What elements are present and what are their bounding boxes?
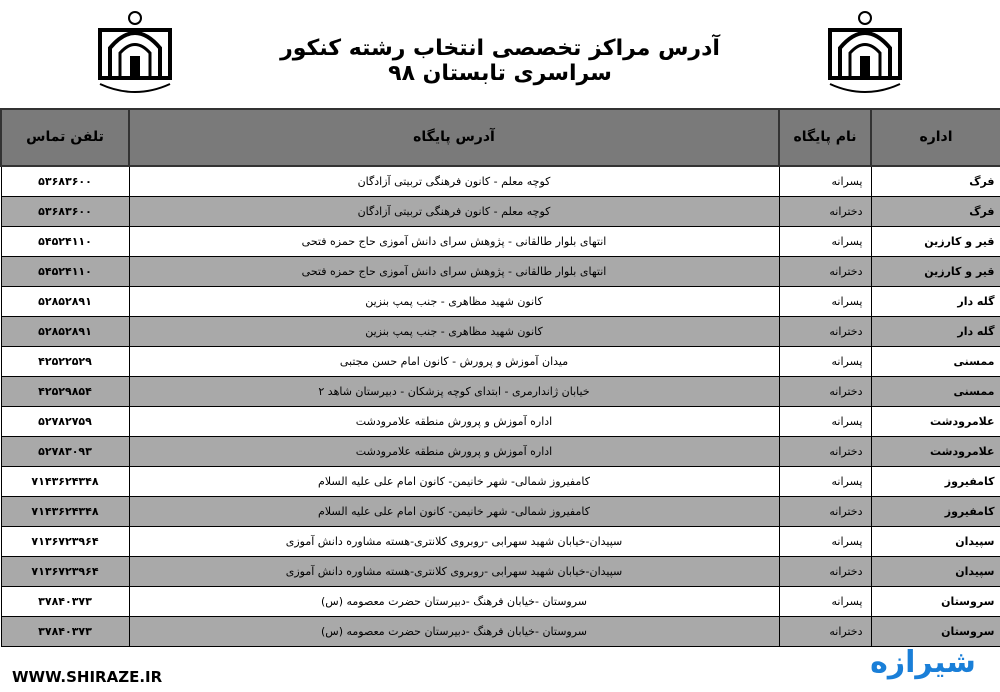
cell-address: کانون شهید مظاهری - جنب پمپ بنزین: [129, 317, 779, 347]
header: [0, 0, 1000, 108]
cell-phone: ۵۲۷۸۳۰۹۳: [1, 437, 129, 467]
cell-address: کانون شهید مظاهری - جنب پمپ بنزین: [129, 287, 779, 317]
cell-office: گله دار: [871, 317, 1000, 347]
cell-type: پسرانه: [779, 407, 871, 437]
cell-phone: ۴۲۵۲۲۵۲۹: [1, 347, 129, 377]
cell-type: دخترانه: [779, 377, 871, 407]
cell-office: فرگ: [871, 197, 1000, 227]
cell-address: میدان آموزش و پرورش - کانون امام حسن مجتبی: [129, 347, 779, 377]
cell-type: دخترانه: [779, 437, 871, 467]
site-logo: شیرازه: [870, 645, 976, 680]
table-row: [1, 197, 1000, 227]
table-row: [1, 407, 1000, 437]
cell-phone: ۷۱۴۳۶۲۴۳۴۸: [1, 497, 129, 527]
cell-address: انتهای بلوار طالقانی - پژوهش سرای دانش آموزی حاج حمزه فتحی: [129, 257, 779, 287]
education-emblem-icon: [820, 8, 910, 103]
cell-office: فرگ: [871, 166, 1000, 197]
cell-type: دخترانه: [779, 557, 871, 587]
cell-type: دخترانه: [779, 497, 871, 527]
cell-office: سپیدان: [871, 527, 1000, 557]
cell-type: پسرانه: [779, 227, 871, 257]
table-row: [1, 437, 1000, 467]
cell-office: علامرودشت: [871, 407, 1000, 437]
cell-address: اداره آموزش و پرورش منطقه علامرودشت: [129, 437, 779, 467]
cell-phone: ۷۱۳۶۷۲۳۹۶۴: [1, 527, 129, 557]
table-row: [1, 467, 1000, 497]
table-row: [1, 166, 1000, 197]
cell-type: پسرانه: [779, 527, 871, 557]
cell-phone: ۴۲۵۲۹۸۵۴: [1, 377, 129, 407]
cell-office: سپیدان: [871, 557, 1000, 587]
table-row: [1, 347, 1000, 377]
table-row: [1, 557, 1000, 587]
cell-phone: ۵۳۶۸۳۶۰۰: [1, 197, 129, 227]
cell-office: علامرودشت: [871, 437, 1000, 467]
cell-address: سروستان -خیابان فرهنگ -دبیرستان حضرت معصومه (س): [129, 587, 779, 617]
cell-address: کامفیروز شمالی- شهر خانیمن- کانون امام علی علیه السلام: [129, 467, 779, 497]
cell-type: پسرانه: [779, 587, 871, 617]
table-row: [1, 227, 1000, 257]
cell-office: ممسنی: [871, 377, 1000, 407]
cell-office: کامفیروز: [871, 497, 1000, 527]
cell-phone: ۵۲۷۸۲۷۵۹: [1, 407, 129, 437]
cell-phone: ۷۱۳۶۷۲۳۹۶۴: [1, 557, 129, 587]
table-row: [1, 377, 1000, 407]
cell-phone: ۳۷۸۴۰۳۷۳: [1, 617, 129, 647]
cell-phone: ۳۷۸۴۰۳۷۳: [1, 587, 129, 617]
cell-office: سروستان: [871, 617, 1000, 647]
cell-phone: ۵۴۵۲۴۱۱۰: [1, 257, 129, 287]
page-title: آدرس مراکز تخصصی انتخاب رشته کنکور سراسری تابستان ۹۸: [280, 36, 720, 86]
cell-office: قیر و کارزین: [871, 227, 1000, 257]
table-header-row: [1, 109, 1000, 166]
cell-address: سروستان -خیابان فرهنگ -دبیرستان حضرت معصومه (س): [129, 617, 779, 647]
cell-type: دخترانه: [779, 317, 871, 347]
cell-type: پسرانه: [779, 347, 871, 377]
table-row: [1, 257, 1000, 287]
cell-address: خیابان ژاندارمری - ابتدای کوچه پزشکان - دبیرستان شاهد ۲: [129, 377, 779, 407]
cell-office: ممسنی: [871, 347, 1000, 377]
cell-type: پسرانه: [779, 166, 871, 197]
header-address: آدرس پایگاه: [129, 109, 779, 166]
education-emblem-icon: [90, 8, 180, 103]
centers-table: [0, 108, 1000, 647]
cell-address: کامفیروز شمالی- شهر خانیمن- کانون امام علی علیه السلام: [129, 497, 779, 527]
cell-phone: ۵۴۵۲۴۱۱۰: [1, 227, 129, 257]
cell-office: قیر و کارزین: [871, 257, 1000, 287]
cell-office: گله دار: [871, 287, 1000, 317]
cell-address: سپیدان-خیابان شهید سهرابی -روبروی کلانتری-هسته مشاوره دانش آموزی: [129, 557, 779, 587]
cell-office: سروستان: [871, 587, 1000, 617]
cell-phone: ۵۲۸۵۲۸۹۱: [1, 317, 129, 347]
cell-address: کوچه معلم - کانون فرهنگی تربیتی آزادگان: [129, 166, 779, 197]
cell-address: انتهای بلوار طالقانی - پژوهش سرای دانش آموزی حاج حمزه فتحی: [129, 227, 779, 257]
header-office: اداره: [871, 109, 1000, 166]
cell-phone: ۵۳۶۸۳۶۰۰: [1, 166, 129, 197]
header-phone: تلفن تماس: [1, 109, 129, 166]
header-type: نام پایگاه: [779, 109, 871, 166]
table-row: [1, 317, 1000, 347]
table-row: [1, 587, 1000, 617]
cell-type: دخترانه: [779, 197, 871, 227]
cell-type: دخترانه: [779, 257, 871, 287]
cell-phone: ۵۲۸۵۲۸۹۱: [1, 287, 129, 317]
cell-address: کوچه معلم - کانون فرهنگی تربیتی آزادگان: [129, 197, 779, 227]
cell-type: دخترانه: [779, 617, 871, 647]
table-body: [1, 166, 1000, 647]
table-row: [1, 527, 1000, 557]
cell-phone: ۷۱۴۳۶۲۴۳۴۸: [1, 467, 129, 497]
table-row: [1, 287, 1000, 317]
cell-type: پسرانه: [779, 287, 871, 317]
cell-type: پسرانه: [779, 467, 871, 497]
website-url: WWW.SHIRAZE.IR: [0, 663, 192, 692]
cell-office: کامفیروز: [871, 467, 1000, 497]
cell-address: سپیدان-خیابان شهید سهرابی -روبروی کلانتری-هسته مشاوره دانش آموزی: [129, 527, 779, 557]
table-row: [1, 497, 1000, 527]
cell-address: اداره آموزش و پرورش منطقه علامرودشت: [129, 407, 779, 437]
